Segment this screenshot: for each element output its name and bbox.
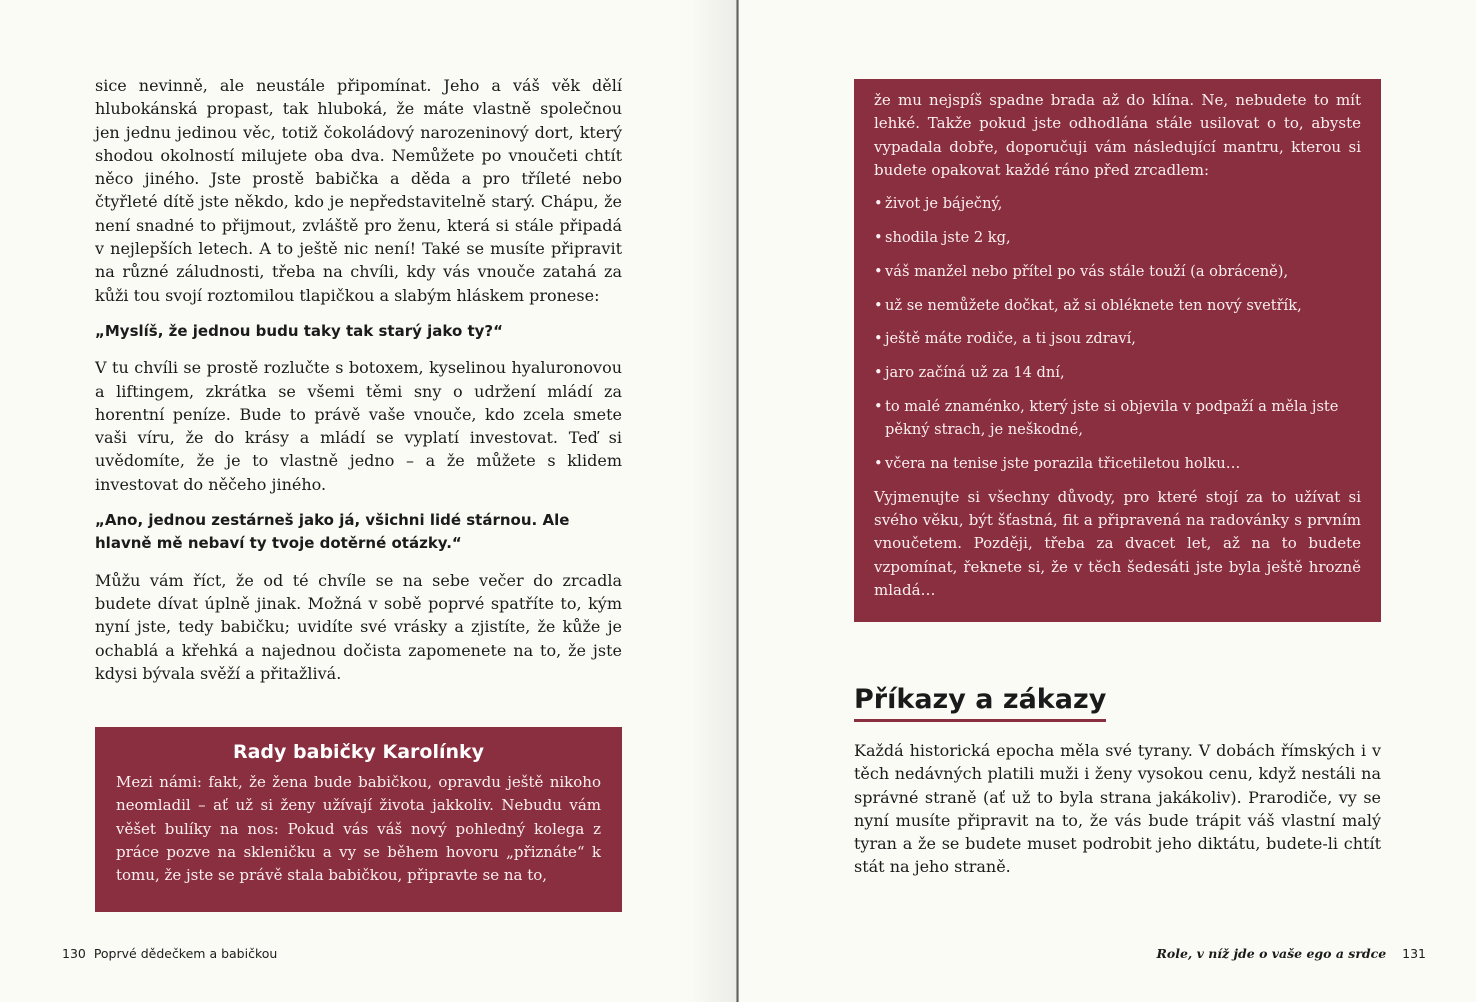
right-footer xyxy=(1156,946,1426,961)
tips-box xyxy=(95,727,622,912)
section-heading: Příkazy a zákazy xyxy=(854,684,1106,722)
list-item: • ještě máte rodiče, a ti jsou zdraví, xyxy=(874,327,1361,350)
list-item: • život je báječný, xyxy=(874,192,1361,215)
reply-quote: „Ano, jednou zestárneš jako já, všichni lidé stárnou. Ale hlavně mě nebaví ty tvoje dotěrné otázky.“ xyxy=(95,511,570,553)
list-item: • váš manžel nebo přítel po vás stále touží (a obráceně), xyxy=(874,260,1361,283)
tips-box-text: Mezi námi: fakt, že žena bude babičkou, opravdu ještě nikoho neomladil – ať už si ženy užívají života jakkoliv. Nebudu vám věšet bulíky na nos: Pokud vás váš nový pohledný kolega z práce pozve na skleničku a vy se během hovoru „přiznáte“ k tomu, že jste se právě stala babičkou, připravte se na to, xyxy=(116,773,601,885)
right-page xyxy=(739,0,1476,1002)
left-page xyxy=(0,0,737,1002)
paragraph: V tu chvíli se prostě rozlučte s botoxem, kyselinou hyaluronovou a liftingem, zkrátka se všemi těmi sny o udržení mládí za horentní peníze. Bude to právě vaše vnouče, kdo zcela smete vaši víru, že do krásy a mládí se vyplatí investovat. Teď si uvědomíte, že je to vlastně jedno – a že můžete s klidem investovat do něčeho jiného. xyxy=(95,358,622,494)
right-body-text xyxy=(854,739,1381,892)
mantra-box xyxy=(854,79,1381,622)
list-item: • shodila jste 2 kg, xyxy=(874,226,1361,249)
running-title: Poprvé dědečkem a babičkou xyxy=(93,946,278,961)
list-item: • to malé znaménko, který jste si objevila v podpaží a měla jste pěkný strach, je neškodné, xyxy=(874,395,1361,442)
left-footer xyxy=(62,946,277,961)
mantra-list xyxy=(874,192,1361,475)
running-title: Role, v níž jde o vaše ego a srdce xyxy=(1156,946,1387,961)
paragraph: sice nevinně, ale neustále připomínat. Jeho a váš věk dělí hlubokánská propast, tak hluboká, že máte vlastně společnou jen jednu jedinou věc, totiž čokoládový narozeninový dort, který shodou okolností milujete oba dva. Nemůžete po vnoučeti chtít něco jiného. Jste prostě babička a děda a pro tříleté nebo čtyřleté dítě jste někdo, kdo je nepředstavitelně starý. Chápu, že není snadné to přijmout, zvláště pro ženu, která si stále připadá v nejlepších letech. A to ještě nic není! Také se musíte připravit na různé záludnosti, třeba na chvíli, kdy vás vnouče zatahá za kůži tou svojí roztomilou tlapičkou a slabým hláskem pronese: xyxy=(95,76,622,305)
mantra-outro: Vyjmenujte si všechny důvody, pro které stojí za to užívat si svého věku, být šťastná, fit a připravená na radovánky s prvním vnoučetem. Později, třeba za dvacet let, až na to budete vzpomínat, řeknete si, že v těch šedesáti jste byla ještě hrozně mladá… xyxy=(874,487,1361,600)
paragraph: Můžu vám říct, že od té chvíle se na sebe večer do zrcadla budete dívat úplně jinak. Možná v sobě poprvé spatříte to, kým nyní jste, tedy babičku; uvidíte své vrásky a zjistíte, že kůže je ochablá a křehká a najednou dočista zapomenete na to, že jste kdysi bývala svěží a přitažlivá. xyxy=(95,570,622,683)
list-item: • včera na tenise jste porazila třicetiletou holku… xyxy=(874,452,1361,475)
page-number: 130 xyxy=(62,946,86,961)
mantra-intro: že mu nejspíš spadne brada až do klína. Ne, nebudete to mít lehké. Takže pokud jste odhodlána stále usilovat o to, abyste vypadala dobře, doporučuji vám následující mantru, kterou si budete opakovat každé ráno před zrcadlem: xyxy=(874,91,1361,179)
paragraph: Každá historická epocha měla své tyrany. V dobách římských i v těch nedávných platili muži i ženy vysokou cenu, když nestáli na správné straně (ať už to byla strana jakákoliv). Prarodiče, vy se nyní musíte připravit na to, že vás bude trápit váš vlastní malý tyran a že se budete muset podrobit jeho diktátu, budete-li chtít stát na jeho straně. xyxy=(854,741,1381,877)
page-number: 131 xyxy=(1402,946,1426,961)
list-item: • jaro začíná už za 14 dní, xyxy=(874,361,1361,384)
left-body-text xyxy=(95,74,622,698)
tips-box-title: Rady babičky Karolínky xyxy=(232,741,485,763)
child-quote: „Myslíš, že jednou budu taky tak starý jako ty?“ xyxy=(95,321,503,340)
list-item: • už se nemůžete dočkat, až si obléknete ten nový svetřík, xyxy=(874,294,1361,317)
